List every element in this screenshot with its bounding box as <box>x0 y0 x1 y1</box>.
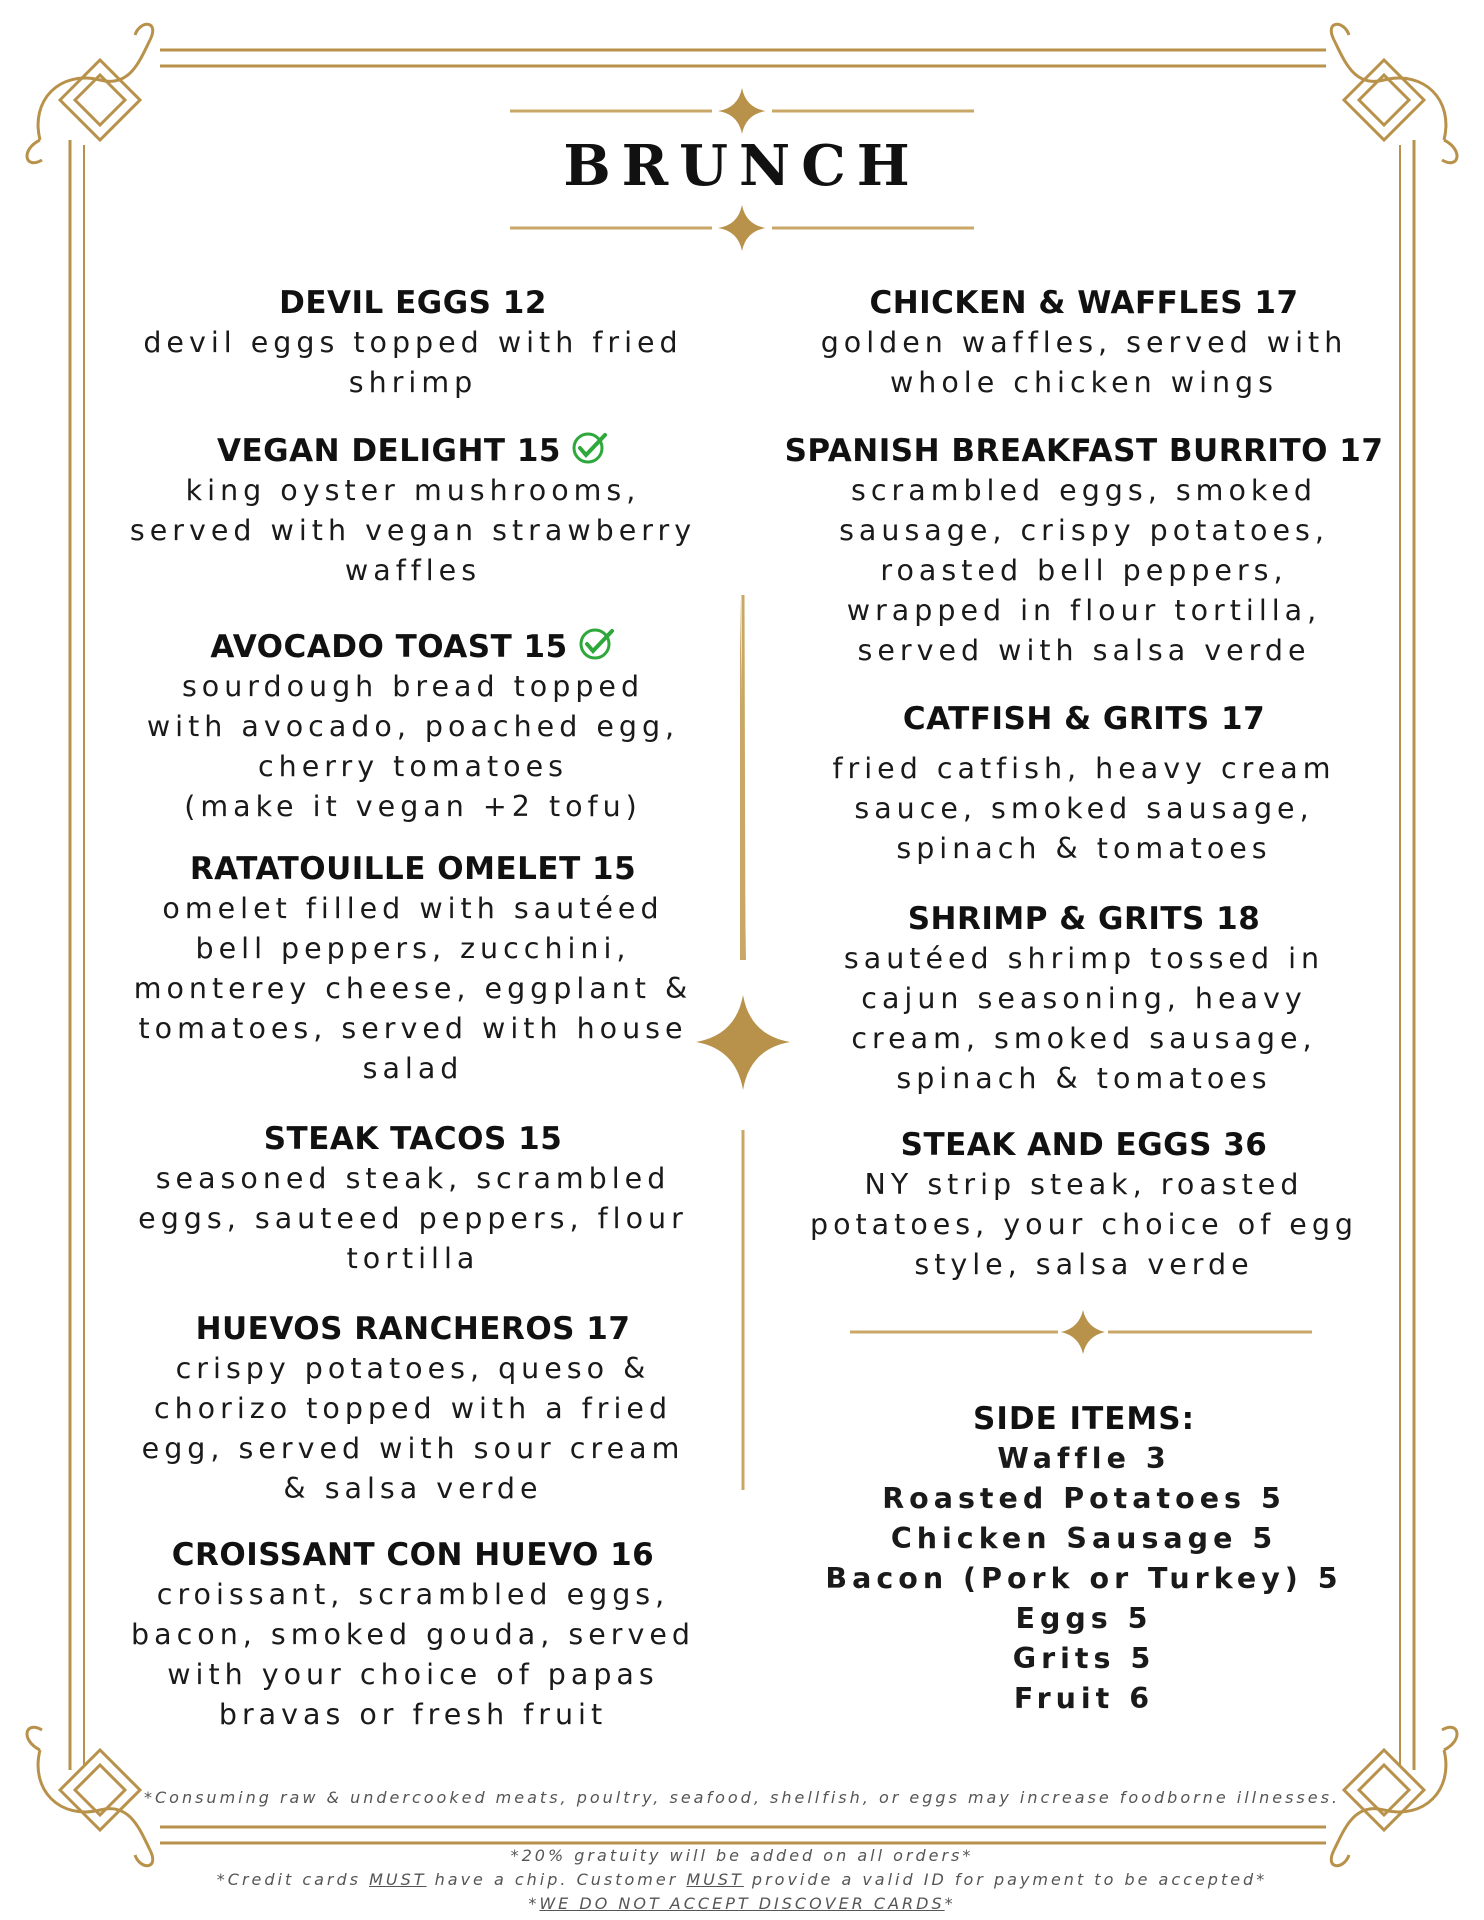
item-desc-line: bell peppers, zucchini, <box>195 932 631 965</box>
item-desc-line: seasoned steak, scrambled <box>155 1162 671 1195</box>
item-name: STEAK TACOS 15 <box>263 1121 563 1157</box>
item-desc-line: bravas or fresh fruit <box>218 1698 608 1731</box>
side-item: Waffle 3 <box>997 1442 1171 1475</box>
item-desc-line: NY strip steak, roasted <box>864 1168 1304 1201</box>
menu-item-ratatouille-omelet <box>108 849 718 1089</box>
item-desc-line: shrimp <box>348 366 478 399</box>
item-desc-line: & salsa verde <box>283 1472 543 1505</box>
item-desc-line: cream, smoked sausage, <box>851 1022 1317 1055</box>
item-desc-line: wrapped in flour tortilla, <box>846 594 1322 627</box>
side-item: Roasted Potatoes 5 <box>882 1482 1286 1515</box>
item-desc-line: roasted bell peppers, <box>880 554 1288 587</box>
item-desc-line: sauce, smoked sausage, <box>854 792 1314 825</box>
item-desc-line: served with salsa verde <box>857 634 1311 667</box>
item-desc-line: eggs, sauteed peppers, flour <box>138 1202 688 1235</box>
side-item: Eggs 5 <box>1015 1602 1153 1635</box>
item-desc-line: bacon, smoked gouda, served <box>131 1618 695 1651</box>
discover-note-text: * <box>528 1894 540 1913</box>
vegan-check-icon <box>578 627 616 661</box>
item-desc-line: monterey cheese, eggplant & <box>133 972 693 1005</box>
item-desc-line: potatoes, your choice of egg <box>809 1208 1359 1241</box>
item-desc-line: scrambled eggs, smoked <box>851 474 1317 507</box>
menu-item-chicken-waffles <box>784 283 1384 403</box>
credit-note-text: have a chip. Customer <box>426 1870 687 1889</box>
side-items-title: SIDE ITEMS: <box>973 1401 1195 1437</box>
item-name: SHRIMP & GRITS 18 <box>907 901 1261 937</box>
item-desc-line: with your choice of papas <box>167 1658 659 1691</box>
credit-note-text: *Credit cards <box>216 1870 370 1889</box>
menu-title: BRUNCH <box>563 133 921 199</box>
menu-item-steak-and-eggs <box>784 1125 1384 1285</box>
item-desc-line: cajun seasoning, heavy <box>861 982 1307 1015</box>
menu-item-vegan-delight <box>108 431 718 591</box>
item-name: SPANISH BREAKFAST BURRITO 17 <box>784 433 1384 469</box>
credit-note-emphasis: MUST <box>369 1870 427 1889</box>
item-desc-line: devil eggs topped with fried <box>143 326 683 359</box>
item-name: CATFISH & GRITS 17 <box>902 701 1266 737</box>
item-name: AVOCADO TOAST 15 <box>210 629 568 665</box>
item-desc-line: (make it vegan +2 tofu) <box>184 790 642 823</box>
menu-item-catfish-grits <box>784 699 1384 869</box>
menu-item-steak-tacos <box>108 1119 718 1279</box>
credit-note-emphasis: MUST <box>686 1870 744 1889</box>
right-column <box>784 283 1384 1719</box>
menu-item-spanish-breakfast-burrito <box>784 431 1384 671</box>
item-desc-line: waffles <box>344 554 482 587</box>
item-name: CROISSANT CON HUEVO 16 <box>171 1537 655 1573</box>
side-item: Bacon (Pork or Turkey) 5 <box>825 1562 1343 1595</box>
discover-note-emphasis: WE DO NOT ACCEPT DISCOVER CARDS <box>539 1894 945 1913</box>
item-name: RATATOUILLE OMELET 15 <box>189 851 637 887</box>
health-disclaimer: *Consuming raw & undercooked meats, poultry, seafood, shellfish, or eggs may increase foodborne illnesses. <box>143 1788 1341 1807</box>
gratuity-note: *20% gratuity will be added on all orders* <box>510 1846 974 1865</box>
item-desc-line: croissant, scrambled eggs, <box>156 1578 670 1611</box>
credit-note-text: provide a valid ID for payment to be accepted* <box>743 1870 1268 1889</box>
item-desc-line: with avocado, poached egg, <box>146 710 680 743</box>
item-desc-line: spinach & tomatoes <box>896 1062 1272 1095</box>
side-item: Fruit 6 <box>1013 1682 1155 1715</box>
item-desc-line: whole chicken wings <box>889 366 1278 399</box>
item-desc-line: tomatoes, served with house <box>138 1012 688 1045</box>
item-name: STEAK AND EGGS 36 <box>900 1127 1268 1163</box>
menu-item-avocado-toast <box>108 627 718 827</box>
item-desc-line: tortilla <box>346 1242 480 1275</box>
item-desc-line: fried catfish, heavy cream <box>832 752 1336 785</box>
item-name: VEGAN DELIGHT 15 <box>216 433 561 469</box>
discover-note-text: * <box>944 1894 956 1913</box>
side-item: Grits 5 <box>1012 1642 1156 1675</box>
vegan-check-icon <box>571 431 609 465</box>
side-item: Chicken Sausage 5 <box>890 1522 1278 1555</box>
item-name: HUEVOS RANCHEROS 17 <box>195 1311 631 1347</box>
item-desc-line: omelet filled with sautéed <box>162 892 664 925</box>
item-name: CHICKEN & WAFFLES 17 <box>869 285 1299 321</box>
item-desc-line: salad <box>362 1052 464 1085</box>
item-desc-line: served with vegan strawberry <box>129 514 697 547</box>
item-desc-line: spinach & tomatoes <box>896 832 1272 865</box>
item-desc-line: sourdough bread topped <box>181 670 645 703</box>
item-desc-line: chorizo topped with a fried <box>153 1392 673 1425</box>
menu-item-huevos-rancheros <box>108 1309 718 1509</box>
menu-item-croissant-con-huevo <box>108 1535 718 1735</box>
side-items-section <box>784 1399 1384 1719</box>
item-desc-line: sausage, crispy potatoes, <box>839 514 1329 547</box>
item-desc-line: style, salsa verde <box>914 1248 1254 1281</box>
credit-card-note <box>0 1870 1484 1889</box>
item-desc-line: king oyster mushrooms, <box>185 474 641 507</box>
menu-item-devil-eggs <box>108 283 718 403</box>
item-desc-line: sautéed shrimp tossed in <box>843 942 1325 975</box>
discover-note <box>0 1894 1484 1913</box>
item-desc-line: cherry tomatoes <box>258 750 568 783</box>
item-desc-line: golden waffles, served with <box>820 326 1348 359</box>
item-desc-line: egg, served with sour cream <box>141 1432 685 1465</box>
menu-item-shrimp-grits <box>784 899 1384 1099</box>
left-column <box>108 283 718 1735</box>
item-desc-line: crispy potatoes, queso & <box>175 1352 651 1385</box>
item-name: DEVIL EGGS 12 <box>279 285 547 321</box>
